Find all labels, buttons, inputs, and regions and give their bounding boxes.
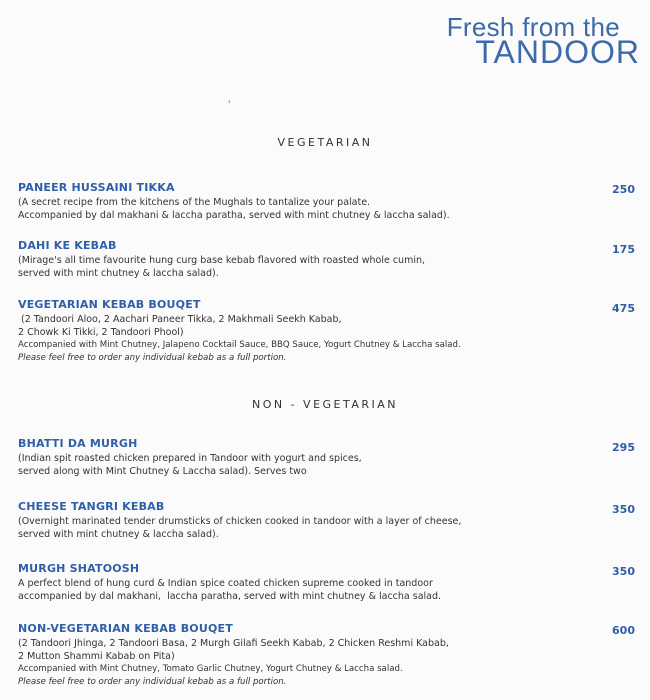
item-name: VEGETARIAN KEBAB BOUQET	[18, 298, 201, 311]
item-name: DAHI KE KEBAB	[18, 239, 117, 252]
desc-line: served with mint chutney & laccha salad).	[18, 529, 219, 540]
item-name: MURGH SHATOOSH	[18, 562, 140, 575]
desc-line: 2 Chowk Ki Tikki, 2 Tandoori Phool)	[18, 327, 184, 338]
desc-line: served along with Mint Chutney & Laccha salad). Serves two	[18, 466, 307, 477]
item-name: NON-VEGETARIAN KEBAB BOUQET	[18, 622, 233, 635]
menu-item	[18, 500, 618, 541]
desc-line: Accompanied by dal makhani & laccha paratha, served with mint chutney & laccha salad).	[18, 210, 450, 221]
menu-item	[18, 239, 618, 280]
item-accompaniment: Accompanied with Mint Chutney, Tomato Garlic Chutney, Yogurt Chutney & Laccha salad.	[18, 664, 403, 674]
item-description	[18, 196, 618, 222]
item-name: BHATTI DA MURGH	[18, 437, 138, 450]
item-description	[18, 254, 618, 280]
section-title-vegetarian: VEGETARIAN	[277, 136, 373, 149]
desc-line: 2 Mutton Shammi Kabab on Pita)	[18, 651, 175, 662]
desc-line: (Overnight marinated tender drumsticks of chicken cooked in tandoor with a layer of cheese,	[18, 516, 462, 527]
item-name: PANEER HUSSAINI TIKKA	[18, 181, 175, 194]
item-price: 350	[612, 565, 635, 578]
desc-line: (A secret recipe from the kitchens of the Mughals to tantalize your palate.	[18, 197, 371, 208]
item-price: 600	[612, 624, 635, 637]
desc-line: served with mint chutney & laccha salad).	[18, 268, 219, 279]
item-price: 350	[612, 503, 635, 516]
menu-item	[18, 562, 618, 603]
item-price: 250	[612, 183, 635, 196]
title-line-2: TANDOOR	[475, 34, 640, 70]
menu-item	[18, 437, 618, 478]
desc-line: (Mirage's all time favourite hung curg base kebab flavored with roasted whole cumin,	[18, 255, 425, 266]
print-speck: '	[228, 100, 231, 110]
item-description	[18, 313, 618, 339]
desc-line: (2 Tandoori Jhinga, 2 Tandoori Basa, 2 Murgh Gilafi Seekh Kabab, 2 Chicken Reshmi Kabab,	[18, 638, 449, 649]
item-accompaniment: Accompanied with Mint Chutney, Jalapeno Cocktail Sauce, BBQ Sauce, Yogurt Chutney & Laccha salad.	[18, 340, 461, 350]
item-description	[18, 577, 618, 603]
menu-item	[18, 622, 618, 689]
item-name: CHEESE TANGRI KEBAB	[18, 500, 165, 513]
item-portion-note: Please feel free to order any individual kebab as a full portion.	[18, 677, 287, 687]
item-portion-note: Please feel free to order any individual kebab as a full portion.	[18, 353, 287, 363]
title-line-1: Fresh from the	[446, 12, 620, 42]
menu-item	[18, 298, 618, 365]
item-description	[18, 515, 618, 541]
item-price: 295	[612, 441, 635, 454]
desc-line: (Indian spit roasted chicken prepared in Tandoor with yogurt and spices,	[18, 453, 362, 464]
desc-line: A perfect blend of hung curd & Indian spice coated chicken supreme cooked in tandoor	[18, 578, 433, 589]
item-price: 475	[612, 302, 635, 315]
item-description	[18, 452, 618, 478]
menu-item	[18, 181, 618, 222]
desc-line: accompanied by dal makhani, laccha paratha, served with mint chutney & laccha salad.	[18, 591, 442, 602]
item-description	[18, 637, 618, 663]
item-price: 175	[612, 243, 635, 256]
desc-line: (2 Tandoori Aloo, 2 Aachari Paneer Tikka, 2 Makhmali Seekh Kabab,	[18, 314, 342, 325]
section-title-non-vegetarian: NON - VEGETARIAN	[251, 398, 399, 411]
